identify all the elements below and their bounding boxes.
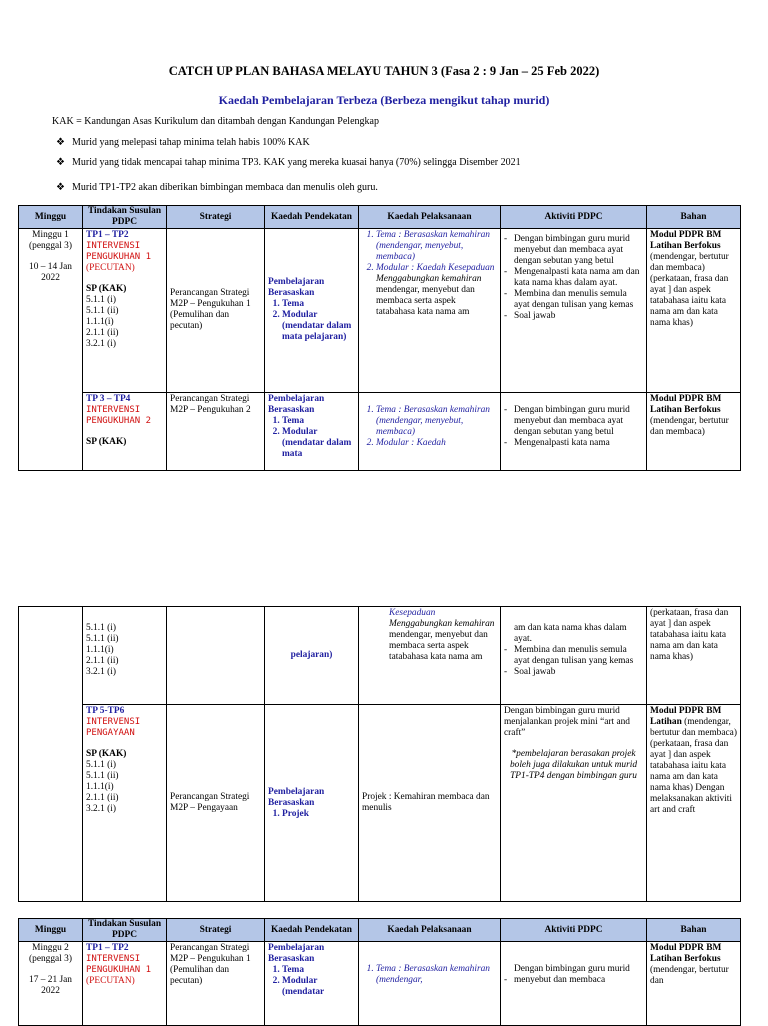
pendekatan-cell: Pembelajaran Berasaskan 1. Tema 2. Modular (mendatar dalam mata pelajaran) (265, 229, 359, 393)
strategi-cell: Perancangan Strategi M2P – Pengukuhan 1 (Pemulihan dan pecutan) (167, 942, 265, 1026)
pelaksanaan-cell: 1. Tema : Berasaskan kemahiran (mendengar, menyebut, membaca) 2. Modular : Kaedah (359, 392, 501, 470)
tindakan-cell: TP1 – TP2 INTERVENSI PENGUKUHAN 1 (PECUTAN) SP (KAK) 5.1.1 (i) 5.1.1 (ii) 1.1.1(i) 2.1.1 (ii) 3.2.1 (i) (83, 229, 167, 393)
minggu-cell: Minggu 1 (penggal 3) 10 – 14 Jan 2022 (19, 229, 83, 471)
table-row (19, 705, 741, 902)
bullet-note-1: ❖ Murid yang melepasi tahap minima telah habis 100% KAK (56, 137, 310, 148)
sp-codes: 5.1.1 (i) 5.1.1 (ii) 1.1.1(i) 2.1.1 (ii) 3.2.1 (i) (86, 295, 119, 350)
strategi-cell (167, 607, 265, 705)
tindakan-cell: 5.1.1 (i) 5.1.1 (ii) 1.1.1(i) 2.1.1 (ii) 3.2.1 (i) (83, 607, 167, 705)
aktiviti-cell: Dengan bimbingan guru murid - menyebut dan membaca (501, 942, 647, 1026)
strategi-cell: Perancangan Strategi M2P – Pengukuhan 2 (167, 392, 265, 470)
minggu-cell (19, 607, 83, 902)
pelaksanaan-cell: Projek : Kemahiran membaca dan menulis (359, 705, 501, 902)
minggu-cell: Minggu 2 (penggal 3) 17 – 21 Jan 2022 (19, 942, 83, 1026)
plan-table-week2 (18, 918, 741, 1026)
pendekatan-cell: Pembelajaran Berasaskan 1. Projek (265, 705, 359, 902)
table-row (19, 392, 741, 470)
col-header-minggu: Minggu (19, 919, 83, 942)
col-header-pendekatan: Kaedah Pendekatan (265, 919, 359, 942)
table-row (19, 607, 741, 705)
tindakan-cell: TP 5-TP6 INTERVENSI PENGAYAAN SP (KAK) 5.1.1 (i) 5.1.1 (ii) 1.1.1(i) 2.1.1 (ii) 3.2.1 (i) (83, 705, 167, 902)
strategi-cell: Perancangan Strategi M2P – Pengukuhan 1 (Pemulihan dan pecutan) (167, 229, 265, 393)
pelaksanaan-cell: 1. Tema : Berasaskan kemahiran (mendengar, menyebut, membaca) 2. Modular : Kaedah Kesepaduan Menggabungkan kemahiran mendengar, menyebut dan membaca serta aspek tatabahasa kata nama am (359, 229, 501, 393)
col-header-minggu: Minggu (19, 206, 83, 229)
bahan-cell: (perkataan, frasa dan ayat ] dan aspek tatabahasa iaitu kata nama am dan kata nama khas) (647, 607, 741, 705)
plan-table-continuation (18, 606, 741, 902)
pendekatan-cell: Pembelajaran Berasaskan 1. Tema 2. Modular (mendatar dalam mata (265, 392, 359, 470)
aktiviti-cell: am dan kata nama khas dalam ayat. - Membina dan menulis semula ayat dengan tulisan yang kemas - Soal jawab (501, 607, 647, 705)
table-row (19, 229, 741, 393)
plan-table-week1 (18, 205, 741, 471)
table-header-row (19, 919, 741, 942)
aktiviti-cell: - Dengan bimbingan guru murid menyebut dan membaca ayat dengan sebutan yang betul - Mengenalpasti kata nama am dan kata nama khas dalam ayat. - Membina dan menulis semula ayat dengan tulisan yang kemas - Soal jawab (501, 229, 647, 393)
pelaksanaan-cell: 1. Tema : Berasaskan kemahiran (mendengar, (359, 942, 501, 1026)
diamond-bullet-icon: ❖ (56, 157, 65, 168)
document-title: CATCH UP PLAN BAHASA MELAYU TAHUN 3 (Fasa 2 : 9 Jan – 25 Feb 2022) (168, 64, 600, 78)
col-header-aktiviti: Aktiviti PDPC (501, 206, 647, 229)
col-header-pelaksanaan: Kaedah Pelaksanaan (359, 206, 501, 229)
col-header-pelaksanaan: Kaedah Pelaksanaan (359, 919, 501, 942)
bahan-cell: Modul PDPR BM Latihan Berfokus (mendengar, bertutur dan membaca) (647, 392, 741, 470)
bullet-note-3: ❖ Murid TP1-TP2 akan diberikan bimbingan membaca dan menulis oleh guru. (56, 182, 378, 193)
tindakan-cell: TP1 – TP2 INTERVENSI PENGUKUHAN 1 (PECUTAN) (83, 942, 167, 1026)
pelaksanaan-cell: Kesepaduan Menggabungkan kemahiran mendengar, menyebut dan membaca serta aspek tatabahasa kata nama am (359, 607, 501, 705)
bullet-note-2: ❖ Murid yang tidak mencapai tahap minima TP3. KAK yang mereka kuasai hanya (70%) selingga Disember 2021 (56, 157, 521, 168)
tindakan-cell: TP 3 – TP4 INTERVENSI PENGUKUHAN 2 SP (KAK) (83, 392, 167, 470)
col-header-tindakan: Tindakan Susulan PDPC (83, 919, 167, 942)
col-header-strategi: Strategi (167, 206, 265, 229)
diamond-bullet-icon: ❖ (56, 137, 65, 148)
aktiviti-cell: Dengan bimbingan guru murid menjalankan projek mini “art and craft” *pembelajaran berasakan projek boleh juga dilakukan untuk murid TP1-TP4 dengan bimbingan guru (501, 705, 647, 902)
table-header-row (19, 206, 741, 229)
col-header-strategi: Strategi (167, 919, 265, 942)
col-header-aktiviti: Aktiviti PDPC (501, 919, 647, 942)
strategi-cell: Perancangan Strategi M2P – Pengayaan (167, 705, 265, 902)
pendekatan-cell: Pembelajaran Berasaskan 1. Tema 2. Modular (mendatar (265, 942, 359, 1026)
col-header-bahan: Bahan (647, 206, 741, 229)
aktiviti-cell: - Dengan bimbingan guru murid menyebut dan membaca ayat dengan sebutan yang betul - Mengenalpasti kata nama (501, 392, 647, 470)
bahan-cell: Modul PDPR BM Latihan (mendengar, bertutur dan membaca) (perkataan, frasa dan ayat ] dan aspek tatabahasa iaitu kata nama am dan kata nama khas) Dengan melaksanakan aktiviti art and craft (647, 705, 741, 902)
pendekatan-cell: pelajaran) (265, 607, 359, 705)
bahan-cell: Modul PDPR BM Latihan Berfokus (mendengar, bertutur dan (647, 942, 741, 1026)
col-header-pendekatan: Kaedah Pendekatan (265, 206, 359, 229)
table-row (19, 942, 741, 1026)
col-header-tindakan: Tindakan Susulan PDPC (83, 206, 167, 229)
col-header-bahan: Bahan (647, 919, 741, 942)
bahan-cell: Modul PDPR BM Latihan Berfokus (mendengar, bertutur dan membaca) (perkataan, frasa dan ayat ] dan aspek tatabahasa iaitu kata nama am dan kata nama khas) (647, 229, 741, 393)
document-subtitle: Kaedah Pembelajaran Terbeza (Berbeza mengikut tahap murid) (218, 93, 550, 107)
diamond-bullet-icon: ❖ (56, 182, 65, 193)
kak-note: KAK = Kandungan Asas Kurikulum dan ditambah dengan Kandungan Pelengkap (52, 116, 379, 127)
